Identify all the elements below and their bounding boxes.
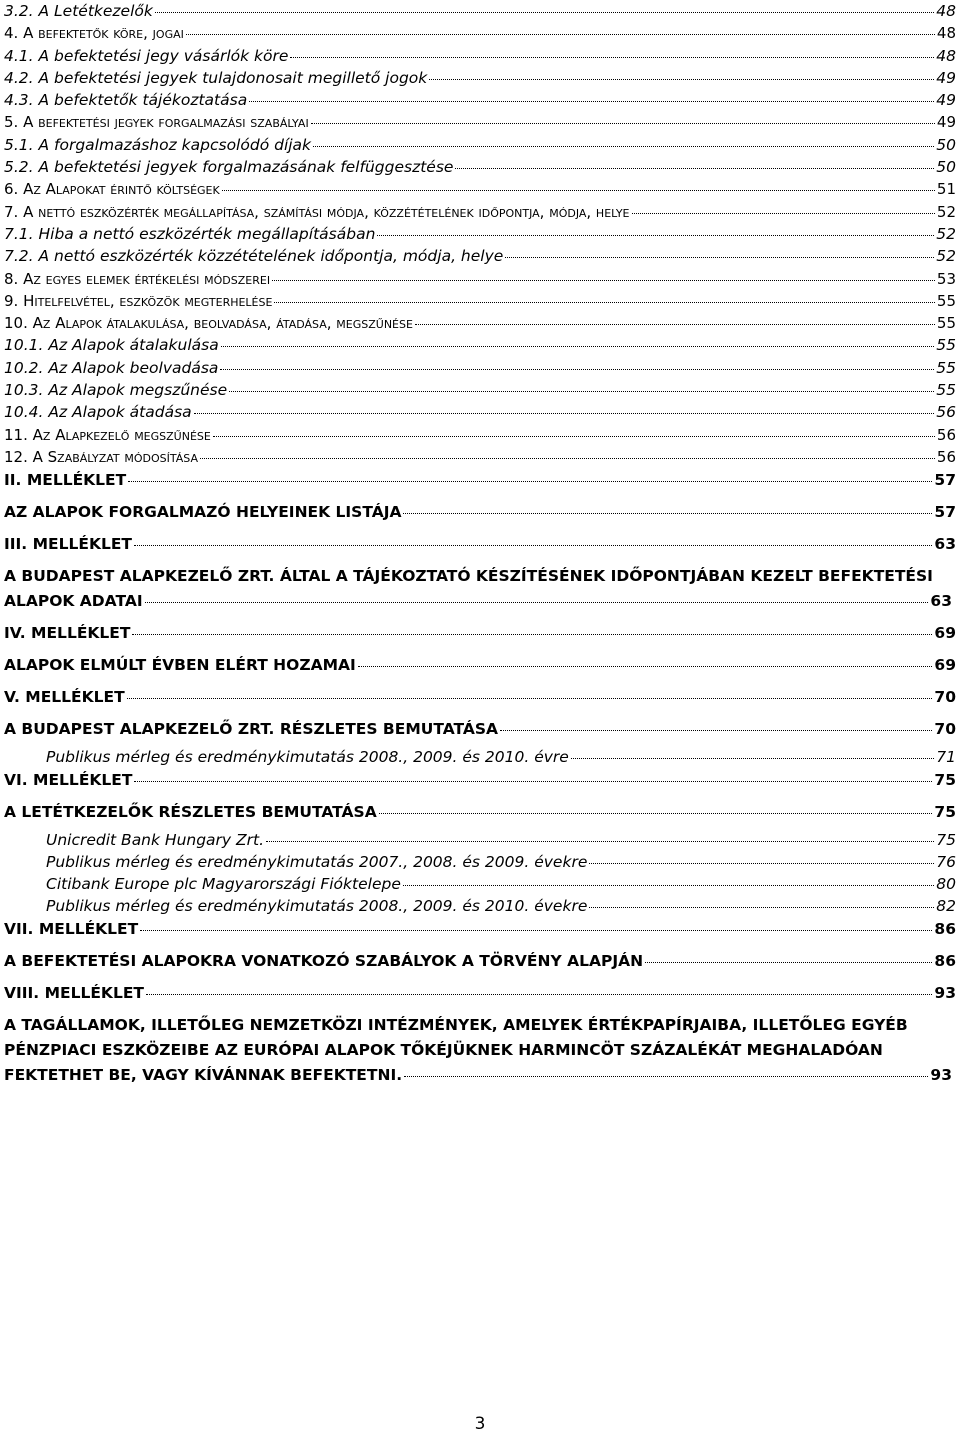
dot-leader [500, 730, 932, 731]
dot-leader [145, 602, 929, 603]
toc-entry-title: 4.3. A befektetők tájékoztatása [4, 91, 248, 110]
toc-entry-title: 12. A Szabályzat módosítása [4, 447, 198, 466]
toc-entry-page: 57 [934, 471, 956, 490]
toc-entry-title: Publikus mérleg és eredménykimutatás 2008., 2009. és 2010. évre [46, 748, 569, 767]
dot-leader [379, 813, 933, 814]
toc-entry-title: VII. MELLÉKLET [4, 920, 139, 939]
toc-entry-page: 70 [934, 720, 956, 739]
toc-entry[interactable] [4, 89, 956, 111]
toc-entry-page: 55 [936, 336, 956, 355]
toc-entry-title: 10.2. Az Alapok beolvadása [4, 358, 219, 377]
dot-leader [358, 666, 933, 667]
dot-leader [222, 190, 935, 191]
toc-entry-page: 55 [936, 381, 956, 400]
toc-entry-title: Unicredit Bank Hungary Zrt. [46, 831, 265, 850]
toc-entry-page: 48 [936, 46, 956, 65]
toc-entry[interactable] [4, 45, 956, 67]
toc-entry-page: 86 [934, 952, 956, 971]
dot-leader [266, 841, 934, 842]
toc-entry-title: 4. A befektetők köre, jogai [4, 24, 184, 43]
toc-entry-title: Publikus mérleg és eredménykimutatás 2008., 2009. és 2010. évekre [46, 897, 588, 916]
toc-entry-title: 10.1. Az Alapok átalakulása [4, 336, 219, 355]
toc-entry[interactable] [4, 532, 956, 557]
toc-entry-page: 52 [936, 224, 956, 243]
toc-entry-page: 69 [934, 656, 956, 675]
toc-entry-title: A TAGÁLLAMOK, ILLETŐLEG NEMZETKÖZI INTÉZMÉNYEK, AMELYEK ÉRTÉKPAPÍRJAIBA, ILLETŐLEG EGYÉB PÉNZPIACI ESZKÖZEIBE AZ EURÓPAI ALAPOK TŐKÉJÜKNEK HARMINCÖT SZÁZALÉKÁT MEGHALADÓAN FEKTETHET BE, VAGY KÍVÁNNAK BEFEKTETNI. [4, 1016, 908, 1085]
dot-leader [589, 907, 934, 908]
toc-entry-title: 5. A befektetési jegyek forgalmazási szabályai [4, 113, 309, 132]
dot-leader [146, 994, 932, 995]
toc-entry-page: 55 [936, 291, 956, 310]
dot-leader [272, 280, 935, 281]
toc-entry[interactable] [4, 717, 956, 742]
toc-entry-title: 7.1. Hiba a nettó eszközérték megállapításában [4, 224, 376, 243]
toc-entry-title: 7. A nettó eszközérték megállapítása, számítási módja, közzétételének időpontja, módja, helye [4, 202, 630, 221]
toc-entry[interactable] [4, 67, 956, 89]
toc-entry-page: 52 [936, 247, 956, 266]
toc-entry-page: 49 [936, 113, 956, 132]
dot-leader [632, 213, 935, 214]
toc-entry-page: 93 [930, 1066, 952, 1085]
toc-entry-title: 4.1. A befektetési jegy vásárlók köre [4, 46, 289, 65]
toc-entry[interactable] [4, 424, 956, 446]
toc-entry-title: 4.2. A befektetési jegyek tulajdonosait megillető jogok [4, 68, 428, 87]
toc-entry-title: AZ ALAPOK FORGALMAZÓ HELYEINEK LISTÁJA [4, 503, 402, 522]
toc-entry-page: 56 [936, 447, 956, 466]
toc-entry-page: 49 [936, 68, 956, 87]
dot-leader [403, 885, 934, 886]
toc-entry-page: 75 [934, 771, 956, 790]
toc-entry[interactable] [4, 621, 956, 646]
dot-leader [200, 458, 935, 459]
dot-leader [290, 57, 934, 58]
dot-leader [404, 1076, 928, 1077]
toc-entry-page: 48 [936, 2, 956, 20]
toc-entry-page: 55 [936, 358, 956, 377]
dot-leader [571, 758, 934, 759]
toc-entry-page: 50 [936, 135, 956, 154]
toc-entry-title: V. MELLÉKLET [4, 688, 125, 707]
toc-entry-title: A BUDAPEST ALAPKEZELŐ ZRT. RÉSZLETES BEMUTATÁSA [4, 720, 499, 739]
toc-entry-page: 50 [936, 158, 956, 177]
toc-entry[interactable] [4, 685, 956, 710]
toc-entry-page: 63 [934, 535, 956, 554]
dot-leader [415, 324, 935, 325]
toc-entry-title: II. MELLÉKLET [4, 471, 127, 490]
dot-leader [221, 346, 935, 347]
toc-entry[interactable] [4, 401, 956, 423]
dot-leader [505, 257, 934, 258]
toc-entry-title: III. MELLÉKLET [4, 535, 132, 554]
toc-entry[interactable] [4, 500, 956, 525]
toc-entry-page: 93 [934, 984, 956, 1003]
toc-entry-page: 53 [936, 269, 956, 288]
dot-leader [403, 513, 932, 514]
toc-entry-title: 7.2. A nettó eszközérték közzétételének időpontja, módja, helye [4, 247, 504, 266]
toc-entry-page: 48 [936, 24, 956, 43]
toc-entry-title: Citibank Europe plc Magyarországi Fióktelepe [46, 875, 401, 894]
toc-entry-title: 5.2. A befektetési jegyek forgalmazásának felfüggesztése [4, 158, 454, 177]
toc-entry-title: ALAPOK ELMÚLT ÉVBEN ELÉRT HOZAMAI [4, 656, 356, 675]
dot-leader [134, 545, 932, 546]
toc-entry-title: 9. Hitelfelvétel, eszközök megterhelése [4, 291, 273, 310]
dot-leader [134, 781, 932, 782]
toc-entry-page: 71 [936, 748, 956, 767]
toc-entry[interactable] [4, 312, 956, 334]
toc-entry-title: 5.1. A forgalmazáshoz kapcsolódó díjak [4, 135, 312, 154]
dot-leader [155, 12, 934, 13]
toc-entry-page: 56 [936, 403, 956, 422]
toc-entry[interactable] [4, 746, 956, 768]
toc-entry[interactable] [4, 357, 956, 379]
toc-entry[interactable] [4, 949, 956, 974]
toc-entry-page: 57 [934, 503, 956, 522]
dot-leader [194, 413, 935, 414]
toc-entry[interactable] [4, 564, 956, 614]
dot-leader [127, 698, 933, 699]
toc-entry[interactable] [4, 134, 956, 156]
toc-entry-title: 10.4. Az Alapok átadása [4, 403, 192, 422]
toc-entry[interactable] [4, 653, 956, 678]
toc-entry-title: VIII. MELLÉKLET [4, 984, 144, 1003]
toc-entry-page: 75 [936, 831, 956, 850]
toc-entry-title: 10.3. Az Alapok megszűnése [4, 381, 228, 400]
toc-entry[interactable] [4, 268, 956, 290]
dot-leader [313, 146, 934, 147]
toc-entry-page: 56 [936, 425, 956, 444]
dot-leader [455, 168, 934, 169]
toc-entry[interactable] [4, 981, 956, 1006]
toc-entry-page: 80 [936, 875, 956, 894]
toc-entry-title: VI. MELLÉKLET [4, 771, 133, 790]
toc-entry-title: A LETÉTKEZELŐK RÉSZLETES BEMUTATÁSA [4, 803, 377, 822]
dot-leader [220, 369, 934, 370]
toc-entry-title: A BEFEKTETÉSI ALAPOKRA VONATKOZÓ SZABÁLYOK A TÖRVÉNY ALAPJÁN [4, 952, 644, 971]
toc-entry[interactable] [4, 290, 956, 312]
toc-entry-title: A BUDAPEST ALAPKEZELŐ ZRT. ÁLTAL A TÁJÉKOZTATÓ KÉSZÍTÉSÉNEK IDŐPONTJÁBAN KEZELT BEFEKTETÉSI ALAPOK ADATAI [4, 567, 933, 611]
dot-leader [140, 930, 932, 931]
toc-entry-page: 51 [936, 180, 956, 199]
toc-entry-title: IV. MELLÉKLET [4, 624, 131, 643]
dot-leader [186, 34, 935, 35]
dot-leader [589, 863, 934, 864]
toc-entry-page: 86 [934, 920, 956, 939]
toc-entry-page: 76 [936, 853, 956, 872]
toc-entry-title: 6. Az Alapokat érintő költségek [4, 180, 220, 199]
toc-entry-page: 70 [934, 688, 956, 707]
page-number: 3 [474, 1414, 486, 1434]
table-of-contents [4, 0, 956, 1088]
toc-entry[interactable] [4, 851, 956, 873]
toc-entry-title: 8. Az egyes elemek értékelési módszerei [4, 269, 271, 288]
toc-entry-page: 55 [936, 314, 956, 333]
toc-entry-title: Publikus mérleg és eredménykimutatás 2007., 2008. és 2009. évekre [46, 853, 588, 872]
toc-entry-title: 10. Az Alapok átalakulása, beolvadása, átadása, megszűnése [4, 314, 413, 333]
toc-entry[interactable] [4, 895, 956, 917]
dot-leader [377, 235, 934, 236]
dot-leader [249, 101, 934, 102]
toc-entry[interactable] [4, 223, 956, 245]
dot-leader [229, 391, 934, 392]
toc-entry[interactable] [4, 201, 956, 223]
toc-entry-page: 82 [936, 897, 956, 916]
dot-leader [429, 79, 934, 80]
toc-entry[interactable] [4, 0, 956, 22]
toc-entry-page: 49 [936, 91, 956, 110]
toc-entry[interactable] [4, 829, 956, 851]
toc-entry[interactable] [4, 334, 956, 356]
toc-entry[interactable] [4, 379, 956, 401]
toc-entry[interactable] [4, 800, 956, 825]
toc-entry[interactable] [4, 178, 956, 200]
dot-leader [128, 481, 932, 482]
dot-leader [645, 962, 932, 963]
toc-entry[interactable] [4, 446, 956, 468]
toc-entry-page: 63 [930, 592, 952, 611]
toc-entry[interactable] [4, 245, 956, 267]
toc-entry-page: 52 [936, 202, 956, 221]
toc-entry[interactable] [4, 917, 956, 942]
dot-leader [213, 436, 935, 437]
toc-entry[interactable] [4, 22, 956, 44]
toc-entry[interactable] [4, 873, 956, 895]
toc-entry[interactable] [4, 468, 956, 493]
toc-entry-page: 75 [934, 803, 956, 822]
toc-entry-title: 11. Az Alapkezelő megszűnése [4, 425, 211, 444]
toc-entry[interactable] [4, 1013, 956, 1088]
toc-entry[interactable] [4, 156, 956, 178]
toc-entry[interactable] [4, 768, 956, 793]
toc-entry-title: 3.2. A Letétkezelők [4, 2, 153, 20]
dot-leader [132, 634, 932, 635]
dot-leader [311, 123, 935, 124]
dot-leader [274, 302, 934, 303]
toc-entry[interactable] [4, 111, 956, 133]
toc-entry-page: 69 [934, 624, 956, 643]
